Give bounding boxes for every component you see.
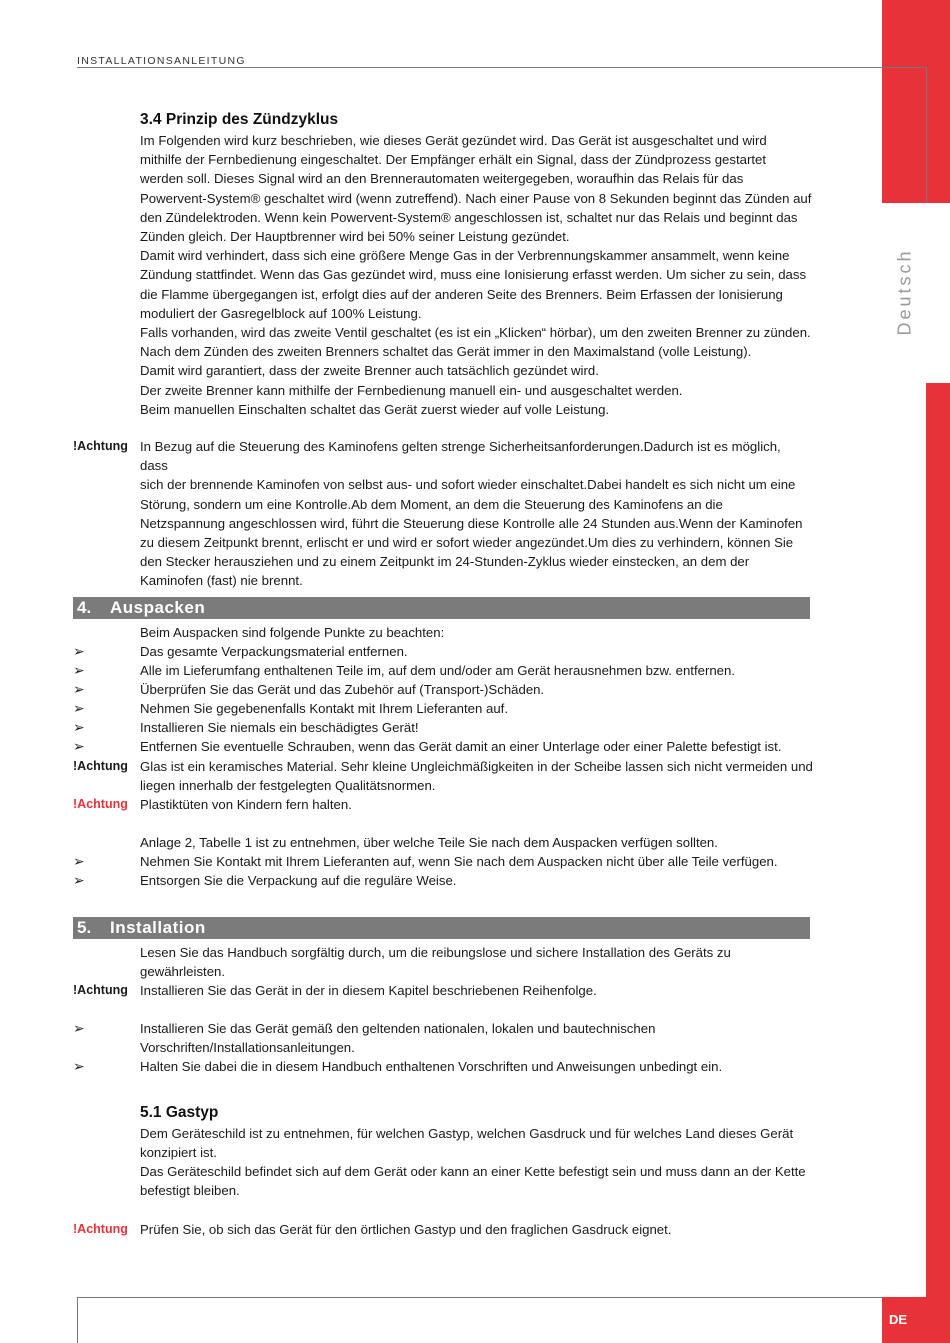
- warning-text-line: Glas ist ein keramisches Material. Sehr kleine Ungleichmäßigkeiten in der Scheibe lassen sich nicht vermeiden und: [140, 759, 813, 774]
- arrow-bullet-icon: ➢: [73, 719, 85, 735]
- paragraph-line: befestigt bleiben.: [140, 1183, 240, 1198]
- red-corner-bar: [882, 0, 950, 203]
- section-3-4-heading: 3.4 Prinzip des Zündzyklus: [140, 111, 339, 128]
- paragraph-line: Zündung stattfindet. Wenn das Gas gezündet wird, muss eine Ionisierung erfasst werden. Um sicher zu sein, dass: [140, 267, 807, 283]
- paragraph-line: Damit wird garantiert, dass der zweite Brenner auch tatsächlich gezündet wird.: [140, 363, 599, 379]
- header-rule-vertical: [926, 68, 927, 203]
- arrow-bullet-icon: ➢: [73, 700, 85, 716]
- paragraph-line: zu diesem Zeitpunkt brennt, erlischt er und wird er sofort wieder angezündet.Um dies zu verhindern, können Sie: [140, 535, 794, 551]
- warning-text: Plastiktüten von Kindern fern halten.: [140, 797, 352, 812]
- list-item-line: Vorschriften/Installationsanleitungen.: [140, 1040, 355, 1055]
- paragraph-line: werden soll. Dieses Signal wird an den Brennerautomaten weitergegeben, woraufhin das Relais für das: [140, 171, 744, 187]
- footer-rule-vertical: [77, 1297, 78, 1343]
- warning-label: !Achtung: [73, 759, 128, 773]
- warning-label: !Achtung: [73, 983, 128, 997]
- paragraph-line: sich der brennende Kaminofen von selbst aus- und sofort wieder einschaltet.Dabei handelt es sich nicht um eine: [140, 477, 796, 493]
- language-badge-label: DE: [889, 1312, 908, 1327]
- paragraph-line: mithilfe der Fernbedienung eingeschaltet. Der Empfänger erhält ein Signal, dass der Zündprozess gestartet: [140, 152, 767, 168]
- paragraph-line: Powervent-System® geschaltet wird (wenn zutreffend). Nach einer Pause von 8 Sekunden beginnt das Zünden auf: [140, 190, 812, 206]
- red-side-bar: [926, 383, 950, 1298]
- section-5-intro-line: gewährleisten.: [140, 964, 226, 979]
- paragraph-line: moduliert der Gasregelblock auf 100% Leistung.: [140, 305, 422, 321]
- warning-text: Installieren Sie das Gerät in der in diesem Kapitel beschriebenen Reihenfolge.: [140, 983, 597, 998]
- list-item: Überprüfen Sie das Gerät und das Zubehör auf (Transport-)Schäden.: [140, 682, 545, 697]
- footer-rule: [77, 1297, 926, 1298]
- annex-note: Anlage 2, Tabelle 1 ist zu entnehmen, über welche Teile Sie nach dem Auspacken verfügen sollten.: [140, 835, 718, 850]
- section-3-4-body: [140, 131, 812, 419]
- warning-label-red: !Achtung: [73, 797, 128, 811]
- paragraph-line: In Bezug auf die Steuerung des Kaminofens gelten strenge Sicherheitsanforderungen.Dadurch ist es möglich, dass: [140, 439, 781, 474]
- section-4-heading-bar: [73, 597, 810, 619]
- section-title: Installation: [110, 918, 206, 937]
- section-title: Auspacken: [110, 598, 206, 617]
- paragraph-line: Falls vorhanden, wird das zweite Ventil geschaltet (es ist ein „Klicken“ hörbar), um den zweiten Brenner zu zünden.: [140, 325, 811, 341]
- arrow-bullet-icon: ➢: [73, 1020, 85, 1036]
- header-rule: [77, 67, 927, 68]
- section-5-heading-bar: [73, 917, 810, 939]
- section-number: 4.: [77, 598, 92, 617]
- arrow-bullet-icon: ➢: [73, 853, 85, 869]
- paragraph-line: Beim manuellen Einschalten schaltet das Gerät zuerst wieder auf volle Leistung.: [140, 401, 610, 417]
- list-item: Das gesamte Verpackungsmaterial entfernen.: [140, 644, 408, 659]
- paragraph-line: den Stecker herausziehen und zu einem Zeitpunkt im 24-Stunden-Zyklus wieder einstecken, an dem der: [140, 554, 750, 570]
- list-item-line: Installieren Sie das Gerät gemäß den geltenden nationalen, lokalen und bautechnischen: [140, 1021, 656, 1036]
- arrow-bullet-icon: ➢: [73, 643, 85, 659]
- language-badge: [882, 1297, 950, 1343]
- header-label: INSTALLATIONSANLEITUNG: [77, 55, 246, 67]
- warning-text: Prüfen Sie, ob sich das Gerät für den örtlichen Gastyp und den fraglichen Gasdruck eignet.: [140, 1222, 672, 1237]
- side-language-label: Deutsch: [894, 248, 915, 336]
- list-item: Alle im Lieferumfang enthaltenen Teile im, auf dem und/oder am Gerät herausnehmen bzw. entfernen.: [140, 663, 736, 678]
- paragraph-line: Im Folgenden wird kurz beschrieben, wie dieses Gerät gezündet wird. Das Gerät ist ausgeschaltet und wird: [140, 133, 767, 148]
- list-item: Entsorgen Sie die Verpackung auf die reguläre Weise.: [140, 873, 457, 888]
- paragraph-line: die Flamme übergegangen ist, erfolgt dies auf der anderen Seite des Brenners. Beim Erfassen der Ionisierung: [140, 286, 783, 302]
- list-item: Installieren Sie niemals ein beschädigtes Gerät!: [140, 720, 419, 735]
- paragraph-line: Störung, sondern um eine Kontrolle.Ab dem Moment, an dem die Steuerung des Kaminofens an die: [140, 496, 723, 512]
- section-4-intro: Beim Auspacken sind folgende Punkte zu beachten:: [140, 625, 445, 640]
- section-5-1-heading: 5.1 Gastyp: [140, 1104, 219, 1121]
- arrow-bullet-icon: ➢: [73, 738, 85, 754]
- arrow-bullet-icon: ➢: [73, 872, 85, 888]
- warning-text: [140, 437, 812, 591]
- list-item: Nehmen Sie gegebenenfalls Kontakt mit Ihrem Lieferanten auf.: [140, 701, 509, 716]
- list-item: Entfernen Sie eventuelle Schrauben, wenn das Gerät damit an einer Unterlage oder einer Palette befestigt ist.: [140, 739, 782, 754]
- paragraph-line: Kaminofen (fast) nie brennt.: [140, 573, 303, 589]
- list-item: Nehmen Sie Kontakt mit Ihrem Lieferanten auf, wenn Sie nach dem Auspacken nicht über alle Teile verfügen.: [140, 854, 778, 869]
- paragraph-line: Damit wird verhindert, dass sich eine größere Menge Gas in der Verbrennungskammer ansammelt, wenn keine: [140, 248, 790, 264]
- paragraph-line: Dem Geräteschild ist zu entnehmen, für welchen Gastyp, welchen Gasdruck und für welches Land dieses Gerät: [140, 1126, 794, 1141]
- paragraph-line: Nach dem Zünden des zweiten Brenners schaltet das Gerät immer in den Maximalstand (volle Leistung).: [140, 344, 752, 360]
- paragraph-line: den Zündelektroden. Wenn kein Powervent-System® angeschlossen ist, schaltet nur das Relais und beginnt das: [140, 209, 798, 225]
- warning-label: !Achtung: [73, 439, 128, 453]
- warning-label-red: !Achtung: [73, 1222, 128, 1236]
- section-number: 5.: [77, 918, 92, 937]
- paragraph-line: konzipiert ist.: [140, 1145, 217, 1160]
- warning-text-line: liegen innerhalb der festgelegten Qualitätsnormen.: [140, 778, 436, 793]
- arrow-bullet-icon: ➢: [73, 681, 85, 697]
- paragraph-line: Das Geräteschild befindet sich auf dem Gerät oder kann an einer Kette befestigt sein und muss dann an der Kette: [140, 1164, 806, 1179]
- paragraph-line: Netzspannung angeschlossen wird, führt die Steuerung diese Kontrolle alle 24 Stunden aus.Wenn der Kaminofen: [140, 515, 803, 531]
- arrow-bullet-icon: ➢: [73, 662, 85, 678]
- list-item: Halten Sie dabei die in diesem Handbuch enthaltenen Vorschriften und Anweisungen unbedingt ein.: [140, 1059, 723, 1074]
- arrow-bullet-icon: ➢: [73, 1058, 85, 1074]
- section-5-intro-line: Lesen Sie das Handbuch sorgfältig durch, um die reibungslose und sichere Installation des Geräts zu: [140, 945, 731, 960]
- paragraph-line: Zünden gleich. Der Hauptbrenner wird bei 50% seiner Leistung gezündet.: [140, 229, 570, 245]
- paragraph-line: Der zweite Brenner kann mithilfe der Fernbedienung manuell ein- und ausgeschaltet werden.: [140, 382, 683, 398]
